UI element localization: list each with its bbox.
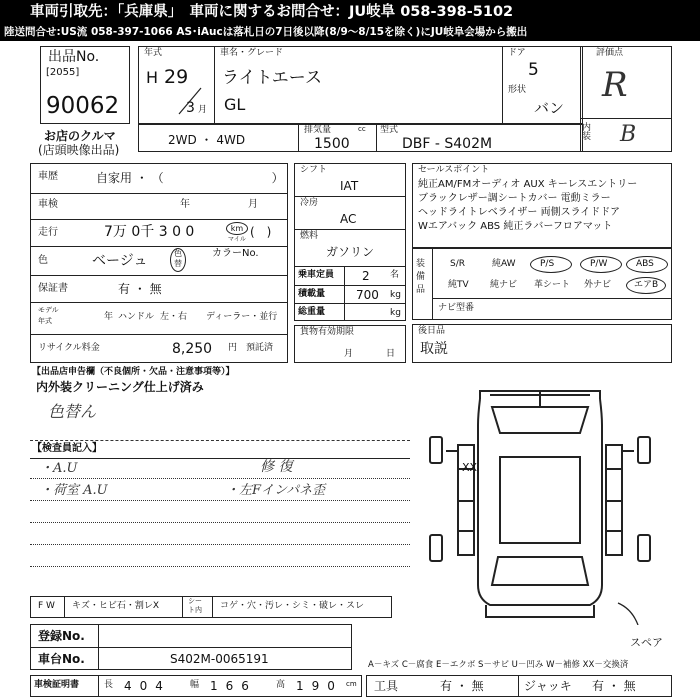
spare-label: スペア (630, 636, 663, 649)
seat-label-top: シー (188, 597, 202, 605)
model-year-unit: 年 (104, 312, 114, 322)
equip-sr: S/R (450, 259, 465, 269)
inspector-l2: ・荷室 A.U (40, 483, 108, 498)
model-year-l2: 年式 (38, 317, 52, 325)
chassis-label: 車台No. (38, 652, 85, 666)
history-label: 車歴 (38, 171, 58, 182)
cargo-day: 日 (386, 349, 396, 359)
year-month-unit: 月 (198, 105, 208, 115)
shift-value: IAT (340, 179, 359, 193)
lot-sub: [2055] (46, 67, 80, 78)
equip-aw: 純AW (492, 259, 516, 269)
equip-airb: エアB (634, 280, 659, 290)
seat-items: コゲ・穴・汚レ・シミ・破レ・スレ (220, 601, 365, 611)
year-label: 年式 (144, 48, 163, 58)
mile-label: マイル (228, 236, 246, 243)
fuel-label: 燃料 (300, 231, 319, 241)
equip-ext-navi: 外ナビ (584, 280, 612, 290)
year-yy: 29 (164, 66, 189, 88)
header-line1: 車両引取先：「兵庫県」 車両に関するお問合せ：JU岐阜 058-398-5102 (30, 4, 514, 20)
equip-tv: 純TV (448, 280, 469, 290)
fw-items: キズ・ヒビ石・割レX (72, 601, 159, 611)
load-label: 積載量 (298, 289, 326, 299)
cert-w: 幅 (190, 680, 200, 690)
color-change-bot: 替 (174, 259, 182, 268)
model-label: 型式 (380, 125, 399, 135)
shop-line2: (店頭映像出品) (38, 143, 120, 157)
recycle-unit: 円 (228, 343, 238, 353)
door-label: ドア (508, 48, 526, 58)
score-value: R (602, 65, 628, 105)
year-mm: 3 (186, 100, 195, 116)
shop-line1: お店のクルマ (44, 129, 116, 143)
chassis-value: S402M-0065191 (170, 652, 269, 666)
cargo-month: 月 (344, 349, 354, 359)
inspection-month-unit: 月 (248, 199, 258, 210)
selling-line-3: ヘッドライトレベライザー 両側スライドドア (418, 207, 620, 218)
mileage-paren: ( ) (250, 225, 272, 239)
cert-l: 長 (104, 680, 114, 690)
gross-unit: kg (390, 308, 401, 318)
header-line2: 陸送問合せ:US流 058-397-1066 AS･iAucは落札日の7日後以降(8/9～8/15を除く)にJU岐阜会場から搬出 (4, 26, 528, 38)
inspector-l1: ・A.U (40, 461, 78, 476)
year-era: H (146, 68, 159, 87)
tools-value: 有 ・ 無 (440, 679, 484, 693)
mileage-label: 走行 (38, 227, 58, 238)
inspector-label: 【検査員記入】 (32, 443, 102, 454)
recycle-note: 預託済 (246, 343, 274, 353)
fuel-value: ガソリン (326, 245, 375, 259)
exhibitor-hand: 色替ん (48, 402, 97, 421)
model-year-l1: モデル (38, 306, 59, 314)
equip-leather: 革シート (534, 280, 571, 290)
cert-hgt: 190 (296, 679, 343, 693)
disp-value: 1500 (314, 136, 350, 152)
selling-label: セールスポイント (418, 165, 490, 175)
legend: A－キズ C－腐食 E－エクボ S－サビ U－凹み W－補修 XX－交換済 (368, 660, 629, 670)
tools-label: 工具 (374, 679, 399, 693)
cargo-label: 貨物有効期限 (300, 327, 355, 337)
cert-h: 高 (276, 680, 286, 690)
cap-value: 2 (362, 269, 370, 283)
color-value: ベージュ (92, 253, 148, 269)
disp-unit: cc (358, 125, 366, 133)
exhibitor-value: 内外装クリーニング仕上げ済み (36, 380, 204, 394)
warranty-label: 保証書 (38, 283, 68, 294)
interior-label: 内装 (582, 123, 592, 142)
score-label: 評価点 (596, 48, 624, 58)
equip-label: 装備品 (416, 259, 426, 295)
inspection-year-unit: 年 (180, 199, 190, 210)
ac-label: 冷房 (300, 198, 319, 208)
handle-label: ハンドル (118, 312, 155, 322)
selling-line-2: ブラックレザー調シートカバー 電動ミラー (418, 193, 611, 204)
dealer-label: ディーラー・並行 (206, 312, 278, 322)
lot-number: 90062 (46, 93, 120, 119)
selling-line-1: 純正AM/FMオーディオ AUX キーレスエントリー (418, 179, 638, 190)
lot-title: 出品No. (48, 49, 100, 65)
color-change-circle (170, 248, 186, 272)
equip-ps: P/S (540, 259, 555, 269)
selling-box (412, 163, 672, 248)
km-circle: km (226, 222, 248, 235)
cap-unit: 名 (390, 270, 400, 280)
car-diagram (418, 385, 662, 625)
inspection-label: 車検 (38, 199, 58, 210)
interior-value: B (620, 122, 637, 147)
header-bar (0, 0, 700, 24)
shape-value: バン (534, 99, 565, 117)
cert-label: 車検証明書 (34, 680, 80, 690)
door-value: 5 (528, 60, 539, 80)
car-name: ライトエース (222, 68, 322, 88)
cert-unit: cm (346, 680, 357, 688)
warranty-value: 有 ・ 無 (118, 282, 162, 296)
shift-label: シフト (300, 165, 328, 175)
color-label: 色 (38, 255, 48, 266)
jack-value: 有 ・ 無 (592, 679, 636, 693)
recycle-value: 8,250 (172, 341, 213, 357)
fw-label: F W (38, 601, 55, 611)
jack-label: ジャッキ (524, 679, 572, 693)
mileage-value: 7万 0千 3 0 0 (104, 224, 195, 240)
history-value: 自家用 ・ （ ） (96, 171, 284, 185)
cap-label: 乗車定員 (298, 270, 335, 280)
drive-value: 2WD ・ 4WD (168, 133, 246, 147)
header-bar-2 (0, 24, 700, 41)
reg-label: 登録No. (38, 629, 85, 643)
cert-wid: 166 (210, 679, 257, 693)
inspector-r2: ・左Fインパネ歪 (226, 483, 326, 498)
inspector-r1: 修 復 (260, 459, 293, 475)
ac-value: AC (340, 212, 357, 226)
exhibitor-label: 【出品店申告欄（不良個所・欠品・注意事項等）】 (32, 367, 235, 377)
load-unit: kg (390, 290, 401, 300)
color-code-label: カラーNo. (212, 248, 259, 259)
navi-model-label: ナビ型番 (438, 303, 475, 313)
seat-label-bot: ト内 (188, 606, 202, 614)
after-box (412, 324, 672, 363)
selling-line-4: Wエアバック ABS 純正ラバーフロアマット (418, 221, 613, 232)
after-label: 後日品 (418, 326, 446, 336)
recycle-label: リサイクル料金 (38, 343, 100, 353)
name-label: 車名・グレード (220, 48, 284, 58)
damage-mark: XX (462, 461, 478, 474)
gross-label: 総重量 (298, 307, 326, 317)
equip-navi: 純ナビ (490, 280, 518, 290)
cert-len: 404 (124, 679, 171, 693)
equip-abs: ABS (636, 259, 654, 269)
load-value: 700 (356, 288, 379, 302)
handle-lr: 左・右 (160, 312, 188, 322)
color-change-top: 色 (174, 249, 182, 258)
after-value: 取説 (420, 341, 448, 357)
equip-pw: P/W (590, 259, 608, 269)
shape-label: 形状 (508, 85, 527, 95)
disp-label: 排気量 (304, 125, 332, 135)
model-value: DBF - S402M (402, 136, 493, 152)
car-grade: GL (224, 95, 246, 114)
